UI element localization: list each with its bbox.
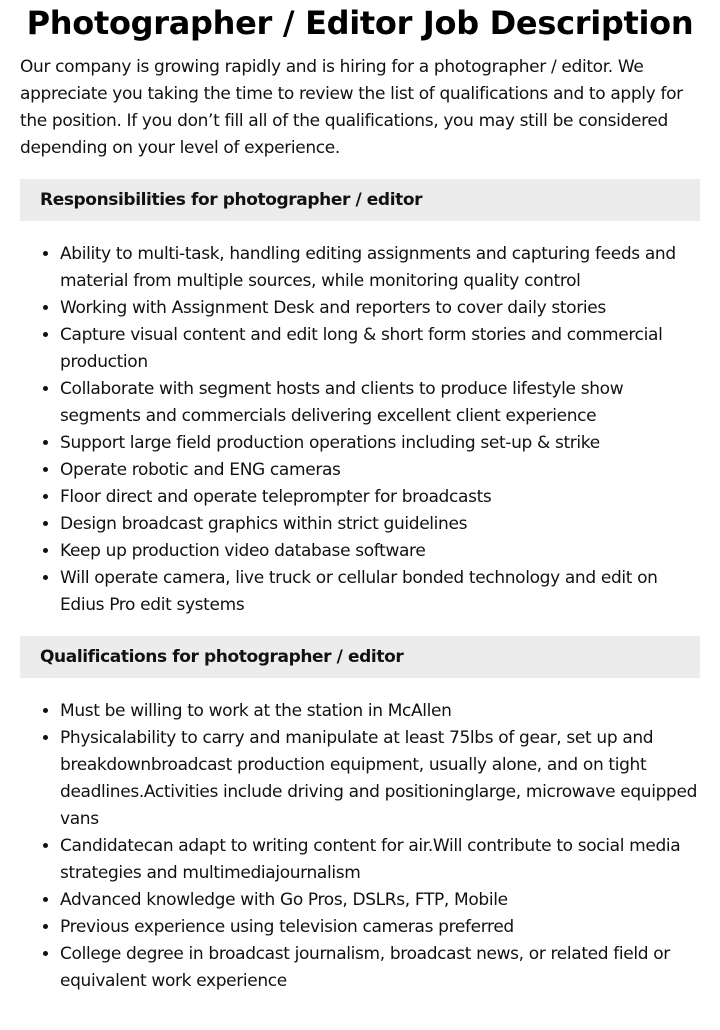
list-item: • Operate robotic and ENG cameras (60, 457, 700, 484)
list-item: • Working with Assignment Desk and reporters to cover daily stories (60, 295, 700, 322)
responsibilities-heading: Responsibilities for photographer / editor (20, 179, 700, 221)
list-item: • Keep up production video database software (60, 538, 700, 565)
list-item: • Advanced knowledge with Go Pros, DSLRs, FTP, Mobile (60, 887, 700, 914)
list-item: • Support large field production operations including set-up & strike (60, 430, 700, 457)
list-item: • College degree in broadcast journalism, broadcast news, or related field or equivalent work experience (60, 941, 700, 995)
list-item: • Ability to multi-task, handling editing assignments and capturing feeds and material from multiple sources, while monitoring quality control (60, 241, 700, 295)
list-item: • Physicalability to carry and manipulate at least 75lbs of gear, set up and breakdownbroadcast production equipment, usually alone, and on tight deadlines.Activities include driving and positioninglarge, microwave equipped vans (60, 725, 700, 833)
intro-paragraph: Our company is growing rapidly and is hiring for a photographer / editor. We appreciate you taking the time to review the list of qualifications and to apply for the position. If you don’t fill all of the qualifications, you may still be considered depending on your level of experience. (20, 57, 683, 158)
page-title: Photographer / Editor Job Description (26, 4, 694, 42)
qualifications-heading: Qualifications for photographer / editor (20, 636, 700, 678)
list-item: • Candidatecan adapt to writing content for air.Will contribute to social media strategies and multimediajournalism (60, 833, 700, 887)
qualifications-list (20, 698, 700, 995)
list-item: • Floor direct and operate teleprompter for broadcasts (60, 484, 700, 511)
list-item: • Collaborate with segment hosts and clients to produce lifestyle show segments and commercials delivering excellent client experience (60, 376, 700, 430)
list-item: • Design broadcast graphics within strict guidelines (60, 511, 700, 538)
responsibilities-list (20, 241, 700, 619)
list-item: • Will operate camera, live truck or cellular bonded technology and edit on Edius Pro edit systems (60, 565, 700, 619)
list-item: • Capture visual content and edit long & short form stories and commercial production (60, 322, 700, 376)
list-item: • Must be willing to work at the station in McAllen (60, 698, 700, 725)
list-item: • Previous experience using television cameras preferred (60, 914, 700, 941)
